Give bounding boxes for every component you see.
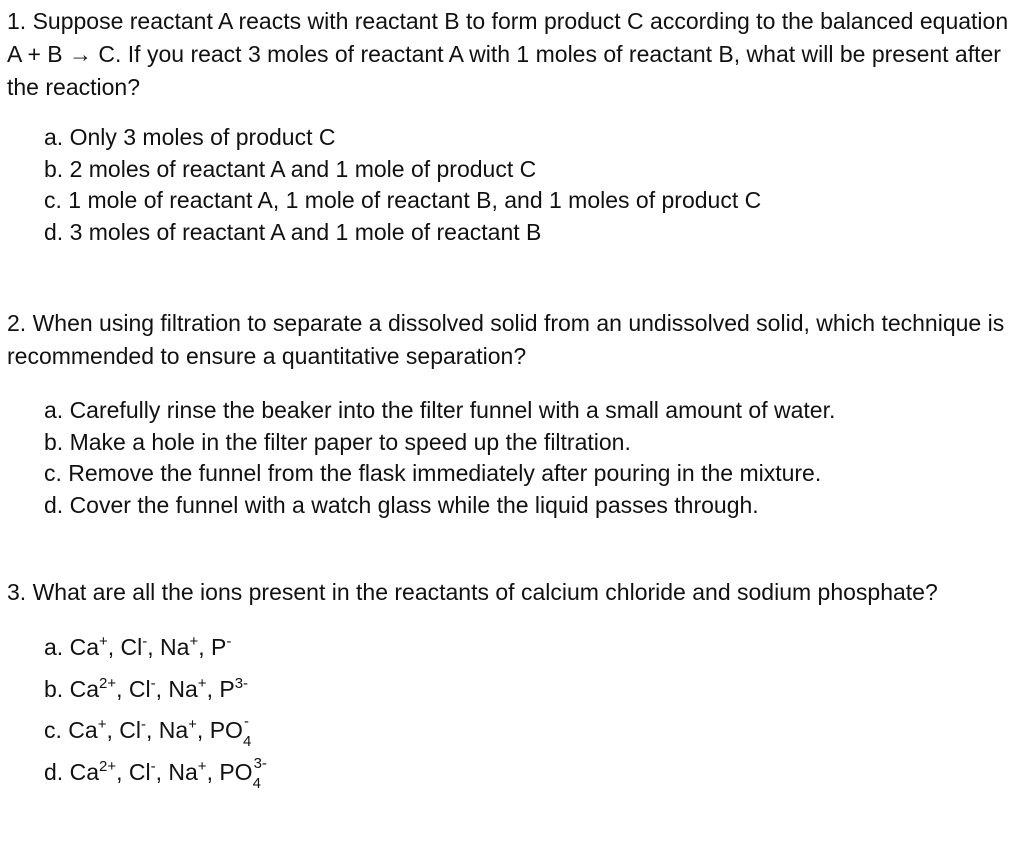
question-1-options — [7, 122, 1017, 248]
question-2-option-c: c. Remove the funnel from the flask immediately after pouring in the mixture. — [44, 460, 822, 486]
ion-formula: Ca+ — [68, 716, 107, 743]
question-1-text: 1. Suppose reactant A reacts with reactant B to form product C according to the balanced equation A + B → C. If you react 3 moles of reactant A with 1 moles of reactant B, what will be present after the reaction? — [7, 8, 1009, 100]
ion-formula: Na+ — [160, 633, 199, 660]
option-letter: d. — [44, 758, 64, 785]
question-1-option-c: c. 1 mole of reactant A, 1 mole of reactant B, and 1 moles of product C — [44, 187, 762, 213]
ion-formula: P- — [211, 633, 232, 660]
question-3-text: 3. What are all the ions present in the reactants of calcium chloride and sodium phosphate? — [7, 579, 938, 605]
ion-formula: Cl- — [119, 716, 146, 743]
question-1-option-d: d. 3 moles of reactant A and 1 mole of reactant B — [44, 218, 542, 245]
option-letter: a. — [44, 634, 64, 660]
ion-formula: PO 3- 4 — [219, 754, 267, 792]
ion-formula: Na+ — [158, 716, 197, 743]
ion-formula: Na+ — [168, 674, 207, 702]
question-3-option-b: b. $Ca^{2+}$, Cl-, Na+, $P^{3-}$ — [44, 674, 249, 702]
ion-formula: $P^{3-}$ — [219, 674, 249, 702]
question-2-text: 2. When using filtration to separate a dissolved solid from an undissolved solid, which technique is recommended to ensure a quantitative separation? — [7, 310, 1005, 369]
question-1-option-a: a. Only 3 moles of product C — [44, 124, 336, 150]
ion-formula: Cl- — [120, 633, 148, 660]
ion-formula: Cl- — [128, 674, 156, 702]
ion-formula: Na+ — [168, 757, 207, 785]
ion-formula: Ca+ — [69, 633, 108, 660]
option-letter: b. — [44, 675, 64, 702]
question-3 — [7, 576, 1017, 793]
question-2 — [7, 307, 1017, 521]
option-letter: c. — [44, 717, 62, 743]
question-3-options — [7, 627, 1017, 793]
ion-formula: $Ca^{2+}$ — [69, 757, 117, 785]
question-1-option-b: b. 2 moles of reactant A and 1 mole of product C — [44, 155, 537, 182]
question-3-option-d: d. $Ca^{2+}$, Cl-, Na+, PO 3- 4 — [44, 752, 1017, 794]
ion-formula: $Ca^{2+}$ — [69, 674, 117, 702]
question-2-option-b: b. Make a hole in the filter paper to speed up the filtration. — [44, 428, 631, 455]
question-1 — [7, 5, 1017, 248]
question-3-option-a: a. Ca+, Cl-, Na+, P- — [44, 633, 232, 660]
ion-formula: PO - 4 — [209, 713, 252, 750]
question-2-option-d: d. Cover the funnel with a watch glass while the liquid passes through. — [44, 491, 759, 518]
ion-formula: Cl- — [128, 757, 156, 785]
question-2-option-a: a. Carefully rinse the beaker into the filter funnel with a small amount of water. — [44, 397, 836, 423]
question-2-options — [7, 395, 1017, 521]
question-3-option-c: c. Ca+, Cl-, Na+, PO - 4 — [44, 710, 1017, 752]
